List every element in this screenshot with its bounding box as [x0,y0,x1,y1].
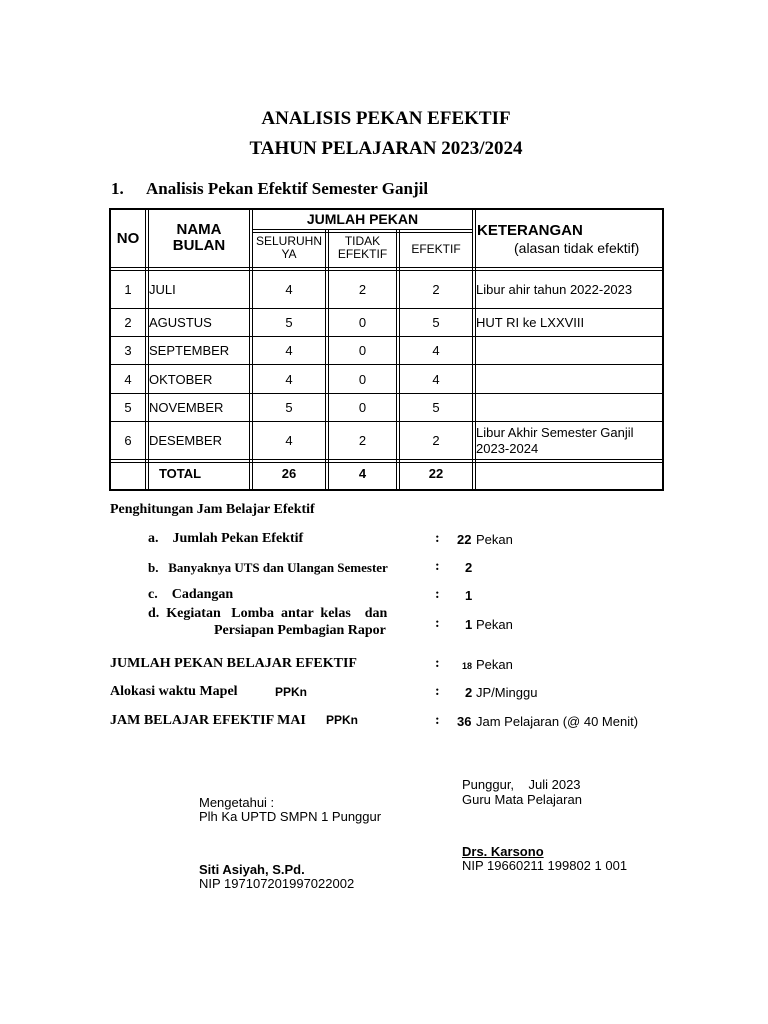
item-b-label: b. Banyaknya UTS dan Ulangan Semester [148,560,388,575]
header-nama-line1: NAMA [176,221,222,238]
row-no: 1 [124,282,132,297]
jam-belajar-value: 36 [457,714,472,729]
pekan-efektif-table [109,208,664,491]
row-seluruhnya: 4 [285,371,293,387]
row-efektif: 5 [432,315,440,330]
item-d-colon: : [435,616,440,631]
row-bulan: JULI [149,282,176,297]
row-bulan: AGUSTUS [149,315,212,330]
row-keterangan [476,337,661,364]
row-tidak-efektif: 0 [358,400,367,415]
row-efektif: 5 [432,400,440,415]
nip-right: NIP 19660211 199802 1 001 [462,858,628,873]
item-a-value: 22 [457,532,472,547]
jam-belajar-mapel: PPKn [326,713,359,727]
row-bulan: DESEMBER [149,433,222,448]
row-efektif: 4 [432,371,440,387]
total-label: TOTAL [158,466,202,481]
document-subtitle: TAHUN PELAJARAN 2023/2024 [249,138,523,159]
row-no: 4 [124,371,132,387]
penghitungan-heading: Penghitungan Jam Belajar Efektif [110,502,315,517]
item-c-colon: : [435,587,440,602]
header-no: NO [116,230,140,247]
item-a-colon: : [435,531,440,546]
row-keterangan [476,309,661,336]
row-tidak-efektif: 2 [358,282,367,297]
role-left: Plh Ka UPTD SMPN 1 Punggur [199,809,382,824]
row-seluruhnya: 4 [285,282,293,297]
header-nama-line2: BULAN [172,237,226,254]
row-seluruhnya: 5 [285,400,293,415]
header-tidak-line2: EFEKTIF [337,247,388,261]
row-keterangan-line1: Libur ahir tahun 2022-2023 [476,281,633,297]
header-jumlah-pekan: JUMLAH PEKAN [306,211,419,227]
alokasi-colon: : [435,684,440,699]
item-a-label: a. Jumlah Pekan Efektif [148,531,304,546]
row-efektif: 2 [432,433,440,448]
total-tidak: 4 [358,466,367,481]
row-no: 2 [124,315,132,330]
row-keterangan [476,394,661,421]
row-keterangan [476,365,661,393]
jam-belajar-colon: : [435,713,440,728]
alokasi-mapel: PPKn [275,685,308,699]
header-seluruhnya-line2: YA [281,247,297,261]
name-left: Siti Asiyah, S.Pd. [199,862,305,877]
jumlah-pekan-value: 18 [462,661,473,671]
item-d-value: 1 [465,617,473,632]
row-tidak-efektif: 0 [358,315,367,330]
item-c-label: c. Cadangan [148,587,234,602]
alokasi-unit: JP/Minggu [476,685,538,700]
section-title: Analisis Pekan Efektif Semester Ganjil [146,179,429,198]
total-efektif: 22 [428,466,444,481]
role-right: Guru Mata Pelajaran [462,792,582,807]
row-no: 6 [124,433,132,448]
row-bulan: OKTOBER [149,371,213,387]
row-keterangan [476,271,661,308]
header-efektif: EFEKTIF [411,242,461,256]
row-no: 3 [124,343,132,358]
header-keterangan-sub: (alasan tidak efektif) [514,240,640,256]
jumlah-pekan-label: JUMLAH PEKAN BELAJAR EFEKTIF [110,656,357,671]
place-date: Punggur, Juli 2023 [462,777,581,792]
row-seluruhnya: 4 [285,433,293,448]
jumlah-pekan-unit: Pekan [476,657,513,672]
total-seluruhnya: 26 [281,466,297,481]
row-tidak-efektif: 0 [358,343,367,358]
document-title: ANALISIS PEKAN EFEKTIF [261,108,511,129]
item-d-unit: Pekan [476,617,513,632]
row-bulan: SEPTEMBER [149,343,230,358]
item-d-label-line2: Persiapan Pembagian Rapor [214,623,386,638]
header-seluruhnya-line1: SELURUHN [255,234,322,248]
nip-left: NIP 197107201997022002 [199,876,355,891]
row-keterangan-line1: HUT RI ke LXXVIII [476,314,585,330]
alokasi-label: Alokasi waktu Mapel [110,684,238,699]
mengetahui: Mengetahui : [199,795,275,810]
header-keterangan: KETERANGAN [477,222,583,239]
header-nama [149,222,249,254]
section-number: 1. [111,179,124,198]
row-keterangan-line2: 2023-2024 [476,440,539,456]
item-b-value: 2 [465,560,473,575]
row-efektif: 4 [432,343,440,358]
row-efektif: 2 [432,282,440,297]
row-keterangan [476,422,661,459]
item-c-value: 1 [465,588,473,603]
row-tidak-efektif: 0 [358,371,367,387]
header-seluruhnya [253,235,325,261]
item-b-colon: : [435,559,440,574]
item-a-unit: Pekan [476,532,513,547]
header-tidak-efektif [329,235,396,261]
row-no: 5 [124,400,132,415]
row-seluruhnya: 4 [285,343,293,358]
row-tidak-efektif: 2 [358,433,367,448]
alokasi-value: 2 [465,685,473,700]
row-bulan: NOVEMBER [149,400,224,415]
item-d-label-line1: d. Kegiatan Lomba antar kelas dan [148,606,388,621]
jam-belajar-label: JAM BELAJAR EFEKTIF MAI [110,713,306,728]
header-tidak-line1: TIDAK [344,234,381,248]
name-right: Drs. Karsono [462,844,544,859]
jumlah-pekan-colon: : [435,656,440,671]
row-keterangan-line1: Libur Akhir Semester Ganjil [476,424,634,440]
jam-belajar-unit: Jam Pelajaran (@ 40 Menit) [476,714,639,729]
row-seluruhnya: 5 [285,315,293,330]
